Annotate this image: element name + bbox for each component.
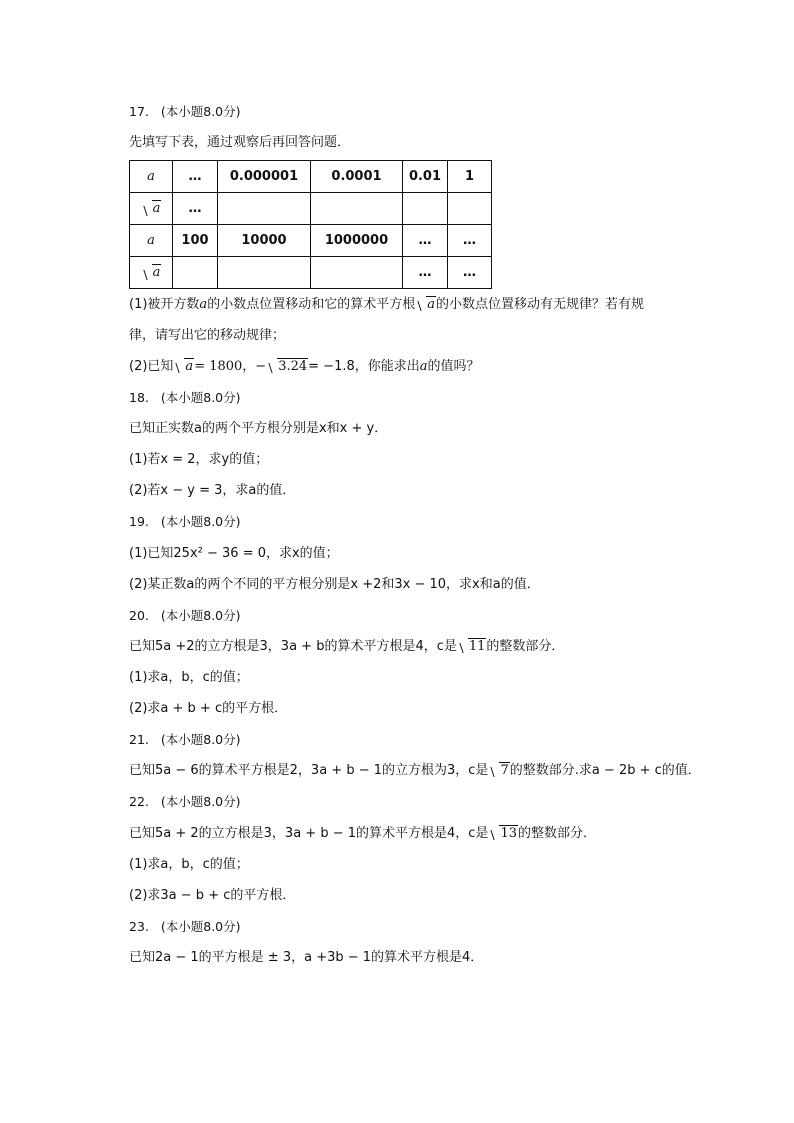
q19-number: 19. [129,514,149,529]
q22-number: 22. [129,794,149,809]
table-cell: … [448,225,492,257]
sqrt-symbol: a [142,265,162,280]
sqrt-symbol: 3.24 [267,358,308,376]
q19-part2: (2)某正数a的两个不同的平方根分别是x +2和3x − 10，求x和a的值． [129,577,540,592]
q21-number: 21. [129,732,149,747]
q18-header [129,389,241,407]
q20-stem: 已知5a +2的立方根是3，3a + b的算术平方根是4，c是 11的整数部分． [129,639,565,654]
q17-number: 17. [129,104,149,119]
table-cell: a [130,161,173,193]
table-cell [448,193,492,225]
table-row [130,193,492,225]
table-cell [403,193,448,225]
table-cell: 0.000001 [218,161,311,193]
table-cell: 0.01 [403,161,448,193]
q20-header [129,607,241,625]
table-cell: … [173,193,218,225]
q22-part2: (2)求3a − b + c的平方根． [129,888,296,903]
table-row [130,225,492,257]
q23-stem: 已知2a − 1的平方根是 ± 3，a +3b − 1的算术平方根是4． [129,950,484,965]
q22-header [129,793,241,811]
q18-part2: (2)若x − y = 3，求a的值． [129,483,296,498]
table-cell: 0.0001 [311,161,403,193]
table-cell: 1 [448,161,492,193]
q17-header [129,103,241,121]
table-cell: … [403,225,448,257]
q19-part1: (1)已知25x² − 36 = 0，求x的值； [129,546,339,561]
q22-stem: 已知5a + 2的立方根是3，3a + b − 1的算术平方根是4，c是 13的整数部分． [129,826,596,841]
table-cell [311,193,403,225]
q17-intro: 先填写下表，通过观察后再回答问题． [129,135,351,150]
q17-score: (本小题8.0分) [160,104,241,119]
table-cell [130,257,173,289]
q17-part1-line2: 律，请写出它的移动规律； [129,328,286,343]
sqrt-symbol: 7 [489,762,509,780]
sqrt-symbol: 13 [489,825,518,843]
sqrt-symbol: a [174,358,194,376]
q18-part1: (1)若x = 2，求y的值； [129,452,269,467]
table-cell: 10000 [218,225,311,257]
table-cell: … [173,161,218,193]
table-cell [130,193,173,225]
q17-part2: (2)已知 a= 1800，− 3.24= −1.8，你能求出a的值吗？ [129,359,480,374]
q22-score: (本小题8.0分) [160,794,241,809]
table-cell: 1000000 [311,225,403,257]
table-cell: a [130,225,173,257]
q18-number: 18. [129,390,149,405]
q21-header [129,731,241,749]
table-row [130,161,492,193]
q23-header [129,918,241,936]
q20-part1: (1)求a，b，c的值； [129,670,249,685]
table-cell [218,193,311,225]
q17-table [129,160,492,289]
q23-score: (本小题8.0分) [160,919,241,934]
q17-part1-line1: (1)被开方数a的小数点位置移动和它的算术平方根 a的小数点位置移动有无规律？若有规 [129,297,644,312]
sqrt-symbol: a [416,296,436,314]
q20-number: 20. [129,608,149,623]
q21-score: (本小题8.0分) [160,732,241,747]
table-cell [218,257,311,289]
q20-part2: (2)求a + b + c的平方根． [129,701,288,716]
q23-number: 23. [129,919,149,934]
q19-header [129,513,241,531]
table-cell: … [403,257,448,289]
q21-stem: 已知5a − 6的算术平方根是2，3a + b − 1的立方根为3，c是 7的整数部分.求a − 2b + c的值． [129,763,701,778]
sqrt-symbol: a [142,201,162,216]
table-cell [173,257,218,289]
q19-score: (本小题8.0分) [160,514,241,529]
sqrt-symbol: 11 [458,638,487,656]
table-cell [311,257,403,289]
q18-score: (本小题8.0分) [160,390,241,405]
table-row [130,257,492,289]
table-cell: 100 [173,225,218,257]
q22-part1: (1)求a，b，c的值； [129,857,249,872]
table-cell: … [448,257,492,289]
q20-score: (本小题8.0分) [160,608,241,623]
q18-stem: 已知正实数a的两个平方根分别是x和x + y． [129,421,388,436]
